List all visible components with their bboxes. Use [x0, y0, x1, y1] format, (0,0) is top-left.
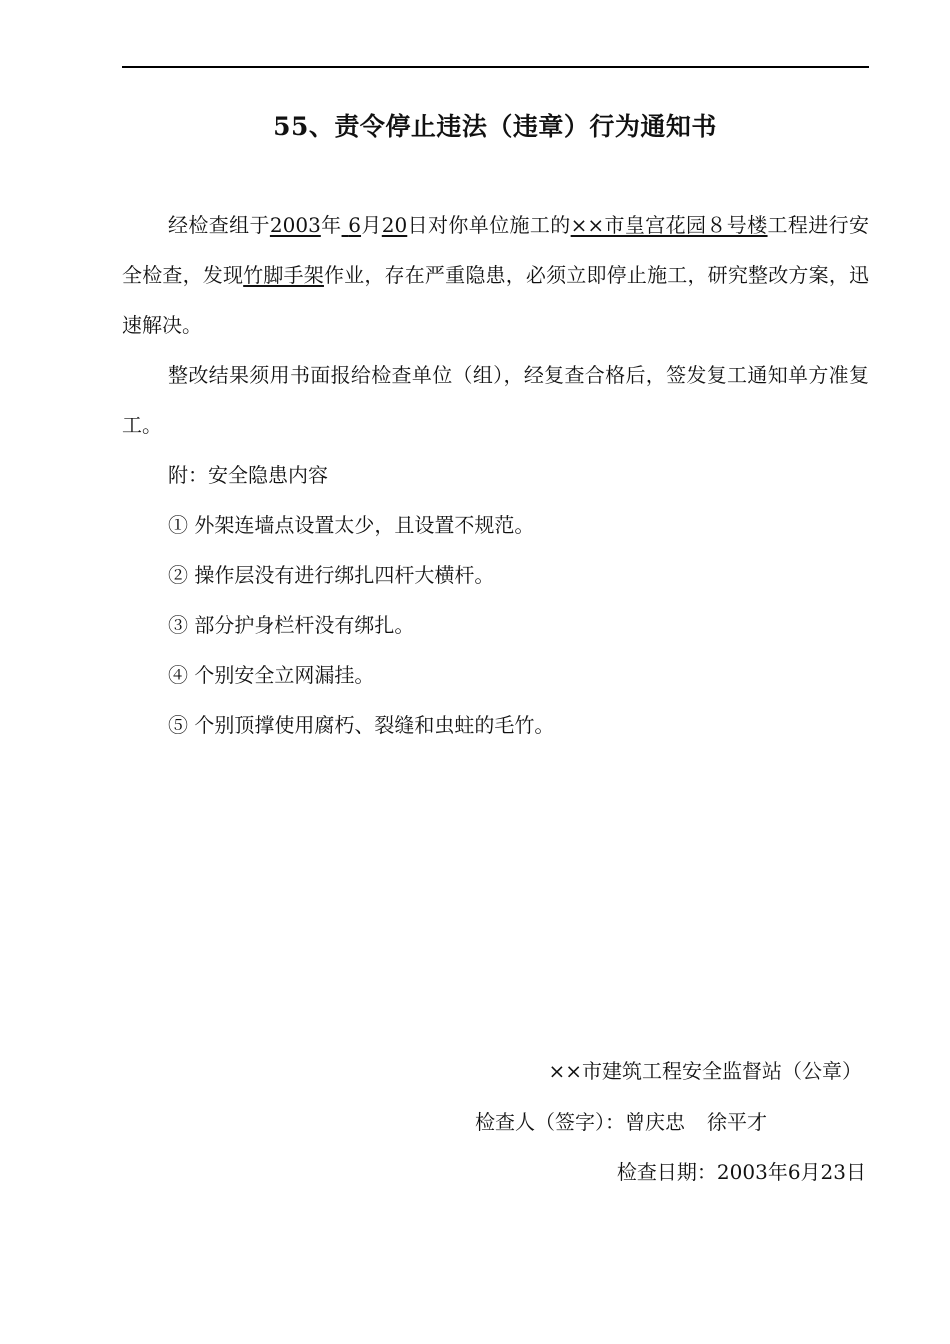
- hazard-item: ③ 部分护身栏杆没有绑扎。: [168, 613, 415, 637]
- header-rule: [122, 66, 869, 68]
- issuing-organization: ××市建筑工程安全监督站（公章）: [548, 1059, 862, 1083]
- document-body: [122, 200, 869, 750]
- inspection-month: 6: [348, 213, 362, 237]
- attachment-label: 附：安全隐患内容: [168, 463, 328, 487]
- inspection-date: 检查日期：2003年6月23日: [616, 1160, 866, 1184]
- inspection-day: 20: [381, 213, 408, 237]
- p1-suffix: 作业，存在严重隐患，必须立即停止施工，研究整改方案，迅速解决。: [122, 263, 870, 337]
- inspector-signature-line: [475, 1106, 767, 1135]
- hazard-item: ④ 个别安全立网漏挂。: [168, 663, 375, 687]
- month-unit: 月: [361, 213, 382, 237]
- notice-paragraph-2: 整改结果须用书面报给检查单位（组），经复查合格后，签发复工通知单方准复工。: [122, 363, 869, 437]
- inspector-label: 检查人（签字）：: [475, 1110, 625, 1134]
- inspector-name-2: 徐平才: [707, 1110, 767, 1134]
- inspector-name-1: 曾庆忠: [625, 1110, 685, 1134]
- document-title: 55、责令停止违法（违章）行为通知书: [273, 112, 717, 141]
- hazard-item: ② 操作层没有进行绑扎四杆大横杆。: [168, 563, 495, 587]
- p1-prefix: 经检查组于: [168, 213, 270, 237]
- hazard-item: ⑤ 个别顶撑使用腐朽、裂缝和虫蛀的毛竹。: [168, 713, 555, 737]
- notice-paragraph-1: [122, 200, 869, 350]
- project-name: ××市皇宫花园８号楼: [570, 213, 768, 237]
- work-type: 竹脚手架: [243, 263, 324, 287]
- hazard-item: ① 外架连墙点设置太少，且设置不规范。: [168, 513, 535, 537]
- inspection-year: 2003: [269, 213, 321, 237]
- day-unit: 日对你单位施工的: [407, 213, 571, 237]
- p1-middle: 工程进行安全检查，发现: [122, 213, 870, 287]
- year-unit: 年: [320, 213, 342, 237]
